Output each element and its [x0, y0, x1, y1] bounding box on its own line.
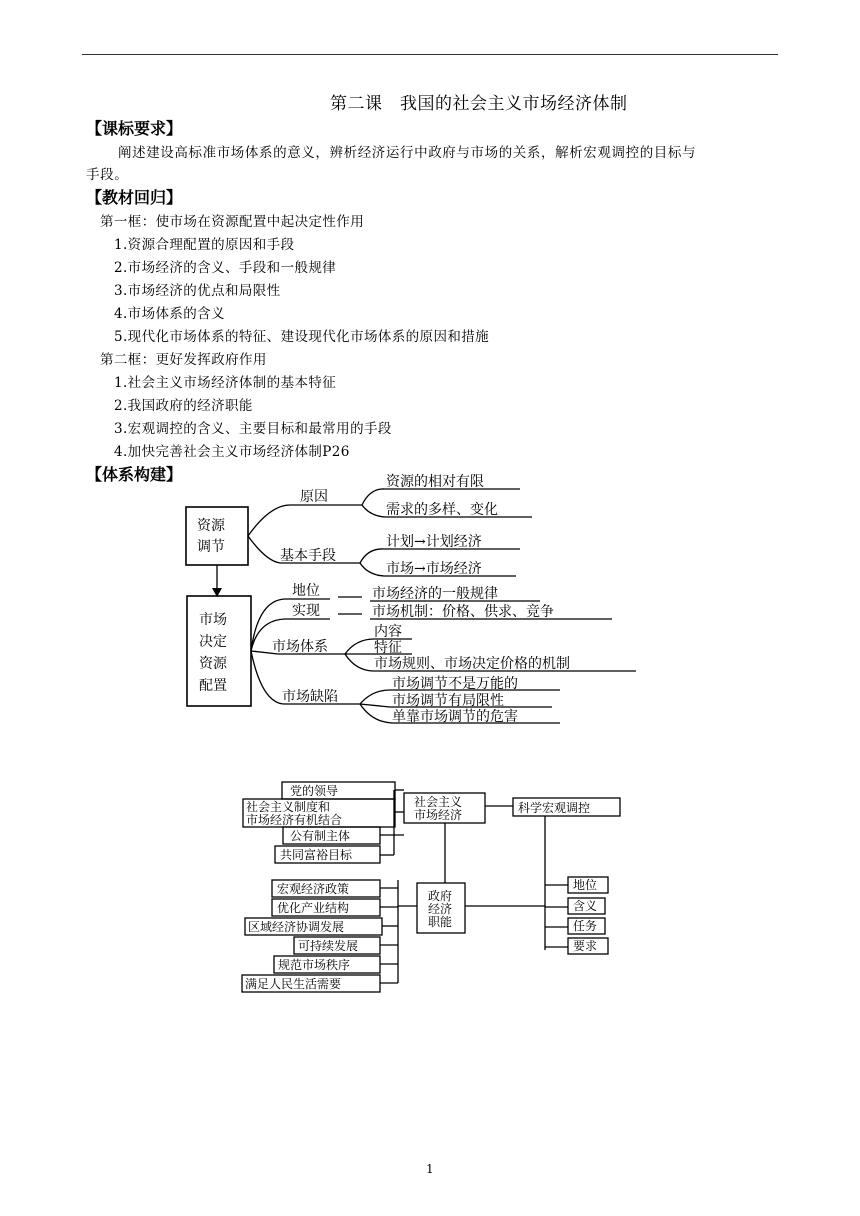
label-regional-development: 区域经济协调发展 — [248, 920, 345, 934]
label-right-requirement: 要求 — [573, 939, 598, 953]
label-box-bottom-3: 资源 — [199, 656, 227, 672]
label-macro-regulation: 科学宏观调控 — [518, 801, 591, 815]
label-system-c: 市场规则、市场决定价格的机制 — [374, 656, 570, 672]
frame1-title: 第一框：使市场在资源配置中起决定性作用 — [100, 214, 365, 230]
label-market-order: 规范市场秩序 — [278, 958, 351, 972]
label-box-bottom-2: 决定 — [199, 634, 227, 650]
frame2-item: 4.加快完善社会主义市场经济体制P26 — [114, 444, 350, 460]
label-gov-1: 政府 — [428, 889, 453, 903]
label-defect-c: 单靠市场调节的危害 — [392, 709, 518, 725]
label-system: 市场体系 — [272, 639, 328, 655]
label-center-top-1: 社会主义 — [414, 795, 463, 809]
branch-reason — [248, 505, 362, 536]
label-gov-2: 经济 — [428, 902, 453, 916]
label-center-top-2: 市场经济 — [414, 808, 463, 822]
frame1-item: 3.市场经济的优点和局限性 — [114, 283, 281, 299]
label-right-task: 任务 — [573, 919, 598, 933]
requirements-text-line2: 手段。 — [86, 167, 129, 183]
label-gov-3: 职能 — [428, 915, 453, 929]
label-means-a: 计划→计划经济 — [386, 534, 482, 550]
label-party-leadership: 党的领导 — [290, 784, 339, 798]
label-means-b: 市场→市场经济 — [386, 561, 482, 577]
label-realize: 实现 — [292, 603, 320, 619]
heading-review: 【教材回归】 — [86, 188, 183, 207]
label-right-meaning: 含义 — [573, 899, 598, 913]
label-system-a: 内容 — [374, 624, 402, 640]
frame2-title: 第二框：更好发挥政府作用 — [100, 352, 267, 368]
label-common-prosperity: 共同富裕目标 — [280, 848, 353, 862]
label-box-top-1: 资源 — [197, 518, 225, 534]
frame1-item: 1.资源合理配置的原因和手段 — [114, 237, 295, 253]
requirements-text-line1: 阐述建设高标准市场体系的意义，辨析经济运行中政府与市场的关系，解析宏观调控的目标与 — [118, 145, 697, 161]
frame1-item: 5.现代化市场体系的特征、建设现代化市场体系的原因和措施 — [114, 329, 490, 345]
label-reason-a: 资源的相对有限 — [386, 474, 484, 490]
label-box-bottom-1: 市场 — [199, 612, 227, 628]
label-industrial-structure: 优化产业结构 — [277, 901, 350, 915]
label-box-top-2: 调节 — [197, 539, 225, 555]
label-socialist-system: 社会主义制度和 — [246, 800, 331, 814]
frame2-item: 2.我国政府的经济职能 — [114, 398, 253, 414]
label-system-b: 特征 — [374, 640, 402, 656]
frame1-item: 4.市场体系的含义 — [114, 306, 225, 322]
frame2-item: 3.宏观调控的含义、主要目标和最常用的手段 — [114, 421, 392, 437]
label-right-status: 地位 — [573, 878, 598, 892]
label-public-ownership: 公有制主体 — [290, 829, 351, 843]
label-means: 基本手段 — [280, 548, 336, 564]
label-people-needs: 满足人民生活需要 — [245, 977, 342, 991]
page-title: 第二课 我国的社会主义市场经济体制 — [330, 94, 628, 114]
label-status: 地位 — [292, 583, 320, 599]
frame2-item: 1.社会主义市场经济体制的基本特征 — [114, 375, 337, 391]
label-reason: 原因 — [300, 489, 328, 505]
label-box-bottom-4: 配置 — [199, 678, 227, 694]
heading-system: 【体系构建】 — [86, 465, 183, 484]
frame1-item: 2.市场经济的含义、手段和一般规律 — [114, 260, 337, 276]
heading-requirements: 【课标要求】 — [86, 119, 183, 138]
label-sustainable-development: 可持续发展 — [298, 939, 359, 953]
label-defect: 市场缺陷 — [282, 689, 338, 705]
page-number: 1 — [426, 1162, 434, 1176]
box-resource-regulation — [186, 507, 248, 565]
label-defect-a: 市场调节不是万能的 — [392, 676, 518, 692]
label-status-value: 市场经济的一般规律 — [372, 586, 498, 602]
label-defect-b: 市场调节有局限性 — [392, 693, 504, 709]
label-reason-b: 需求的多样、变化 — [386, 502, 498, 518]
label-realize-value: 市场机制：价格、供求、竞争 — [372, 604, 554, 620]
label-macro-policy: 宏观经济政策 — [277, 882, 350, 896]
label-market-economy-combo: 市场经济有机结合 — [246, 813, 343, 827]
